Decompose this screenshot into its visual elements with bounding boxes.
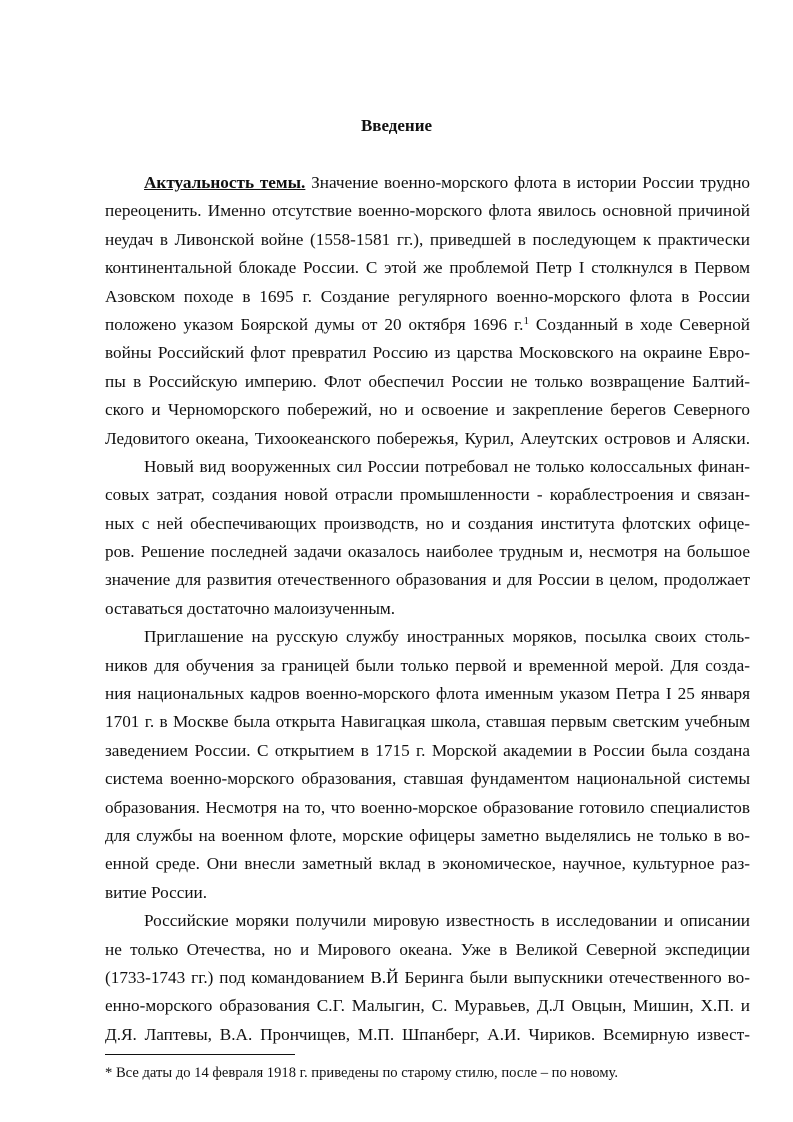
text-line: положено указом Боярской думы от 20 октября 1696 г.$^1$ Созданный в ходе Северной xyxy=(105,314,750,334)
paragraph-education xyxy=(105,623,750,907)
text-line: континентальной блокаде России. С этой же проблемой Петр I столкнулся в Первом xyxy=(105,258,750,278)
text-line: Новый вид вооруженных сил России потребовал не только колоссальных финан- xyxy=(144,456,750,476)
text-line: Д.Я. Лаптевы, В.А. Прончищев, М.П. Шпанберг, А.И. Чириков. Всемирную извест- xyxy=(105,1024,750,1044)
text-line: совых затрат, создания новой отрасли промышленности - кораблестроения и связан- xyxy=(105,485,750,505)
text-line: ников для обучения за границей были только первой и временной мерой. Для созда- xyxy=(105,655,750,675)
text-line: войны Российский флот превратил Россию из царства Московского на окраине Евро- xyxy=(105,343,750,363)
page-title: Введение xyxy=(360,116,433,135)
text-line: ния национальных кадров военно-морского флота именным указом Петра I 25 января xyxy=(105,684,750,704)
text-line: не только Отечества, но и Мирового океана. Уже в Великой Северной экспедиции xyxy=(105,939,750,959)
text-line: енной среде. Они внесли заметный вклад в экономическое, научное, культурное раз- xyxy=(105,854,750,874)
text-line: система военно-морского образования, ставшая фундаментом национальной системы xyxy=(105,769,750,789)
text-line: образования. Несмотря на то, что военно-морское образование готовило специалистов xyxy=(105,797,750,817)
text-line: ров. Решение последней задачи оказалось наиболее трудным и, несмотря на большое xyxy=(105,542,750,562)
text-line: переоценить. Именно отсутствие военно-морского флота явилось основной причиной xyxy=(105,201,750,221)
text-line: Ледовитого океана, Тихоокеанского побережья, Курил, Алеутских островов и Аляски. xyxy=(105,428,750,448)
text-line: заведением России. С открытием в 1715 г. Морской академии в России была создана xyxy=(105,740,750,760)
text-line: (1733-1743 гг.) под командованием В.Й Беринга были выпускники отечественного во- xyxy=(105,967,750,987)
text-line: ных с ней обеспечивающих производств, но и создания института флотских офице- xyxy=(105,513,750,533)
text-line: для службы на военном флоте, морские офицеры заметно выделялись не только в во- xyxy=(105,825,750,845)
paragraph-relevance xyxy=(105,169,750,453)
text-line: Российские моряки получили мировую известность в исследовании и описании xyxy=(144,911,750,931)
text-line: Актуальность темы. Значение военно-морского флота в истории России трудно xyxy=(144,173,751,192)
body-text xyxy=(105,169,750,1049)
lead-heading: Актуальность темы. xyxy=(144,173,306,192)
text-line: значение для развития отечественного образования и для России в целом, продолжает xyxy=(105,570,750,590)
text-line: Приглашение на русскую службу иностранных моряков, посылка своих столь- xyxy=(144,627,750,647)
footnote: * Все даты до 14 февраля 1918 г. приведены по старому стилю, после – по новому. xyxy=(105,1065,619,1081)
text-line: енно-морского образования С.Г. Малыгин, С. Муравьев, Д.Л Овцын, Мишин, Х.П. и xyxy=(105,996,750,1016)
text-line: витие России. xyxy=(105,882,208,902)
paragraph-officers xyxy=(105,453,750,623)
text-line: 1701 г. в Москве была открыта Навигацкая школа, ставшая первым светским учебным xyxy=(105,712,750,732)
text-line: ского и Черноморского побережий, но и освоение и закрепление берегов Северного xyxy=(105,400,750,420)
paragraph-explorers xyxy=(105,907,750,1049)
text-line: Азовском походе в 1695 г. Создание регулярного военно-морского флота в России xyxy=(105,286,750,306)
text-line: оставаться достаточно малоизученным. xyxy=(105,598,396,618)
footnote-divider xyxy=(105,1054,295,1055)
text-line: неудач в Ливонской войне (1558-1581 гг.), приведшей в последующем к практически xyxy=(105,229,750,249)
text-line: пы в Российскую империю. Флот обеспечил России не только возвращение Балтий- xyxy=(105,371,750,391)
footnote-marker: 1 xyxy=(523,314,529,327)
